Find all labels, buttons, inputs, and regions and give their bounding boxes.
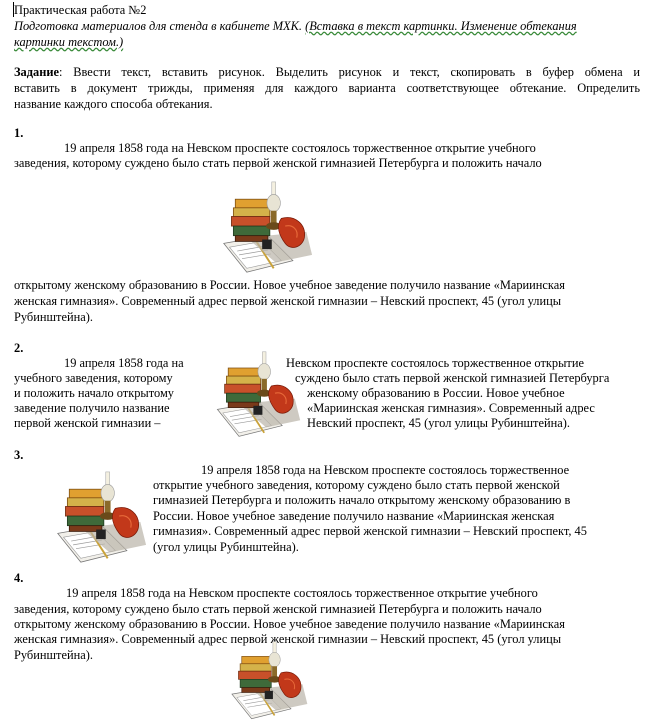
section-1-line-1: 19 апреля 1858 года на Невском проспекте состоялось торжественное открытие учебного (64, 141, 536, 155)
section-4-line-2: заведения, которому суждено было стать первой женской гимназией Петербурга и положить начало (14, 602, 542, 616)
task-line-3: название каждого способа обтекания. (14, 97, 213, 111)
section-1-line-2: заведения, которому суждено было стать первой женской гимназией Петербурга и положить начало (14, 156, 542, 170)
section-3-line-5: гимназия». Современный адрес первой женской гимназии – Невский проспект, 45 (153, 524, 587, 538)
books-lamp-image[interactable] (52, 470, 148, 566)
section-2-left-2: учебного заведения, которому (14, 371, 173, 385)
section-2-left-3: и положить начало открытому (14, 386, 175, 400)
subtitle-note-cont: картинки текстом.) (14, 35, 124, 49)
section-2-left-4: заведение получило название (14, 401, 170, 415)
section-1-line-5: Рубинштейна). (14, 310, 93, 324)
section-4-line-3: открытому женскому образованию в России. Новое учебное заведение получило название «Мариинская (14, 617, 565, 631)
books-lamp-image[interactable] (218, 640, 318, 722)
subtitle-line-2 (14, 34, 123, 50)
books-lamp-image[interactable] (212, 180, 320, 276)
subtitle-plain: Подготовка материалов для стенда в кабинете МХК. (14, 19, 306, 33)
section-4-number: 4. (14, 571, 24, 585)
subtitle-line-1 (14, 18, 577, 34)
page-title: Практическая работа №2 (14, 3, 147, 17)
section-3-line-3: гимназией Петербурга и положить начало открытому женскому образованию в (153, 493, 571, 507)
section-1-number: 1. (14, 126, 24, 140)
section-4-line-4: женская гимназия». Современный адрес первой женской гимназии – Невский проспект, 45 (угол улицы (14, 632, 562, 646)
task-label: Задание (14, 65, 59, 79)
section-2-right-2: суждено было стать первой женской гимназией Петербурга (295, 371, 610, 385)
section-3-line-4: России. Новое учебное заведение получило название «Мариинская женская (153, 509, 555, 523)
section-2-number: 2. (14, 341, 24, 355)
section-1-line-4: женская гимназия». Современный адрес первой женской гимназии – Невский проспект, 45 (угол улицы (14, 294, 562, 308)
subtitle-note: (Вставка в текст картинки. Изменение обтекания (305, 19, 577, 33)
section-3-number: 3. (14, 448, 24, 462)
section-3-line-1: 19 апреля 1858 года на Невском проспекте состоялось торжественное (201, 463, 570, 477)
section-3-line-6: (угол улицы Рубинштейна). (153, 540, 299, 554)
section-4-line-1: 19 апреля 1858 года на Невском проспекте состоялось торжественное открытие учебного (66, 586, 538, 600)
section-2-right-4: «Мариинская женская гимназия». Современный адрес (307, 401, 595, 415)
section-2-left-5: первой женской гимназии – (14, 416, 161, 430)
task-line-2: вставить в документ трижды, применяя для каждого варианта соответствующее обтекание. Определить (14, 81, 640, 95)
section-2-right-3: женскому образованию в России. Новое учебное (307, 386, 565, 400)
section-3-line-2: открытие учебного заведения, которому суждено было стать первой женской (153, 478, 560, 492)
section-1-line-3: открытому женскому образованию в России. Новое учебное заведение получило название «Мариинская (14, 278, 565, 292)
section-2-right-5: Невский проспект, 45 (угол улицы Рубинштейна). (307, 416, 570, 430)
task-line-1: Задание: Ввести текст, вставить рисунок. Выделить рисунок и текст, скопировать в буфер обмена и (14, 65, 640, 79)
section-4-line-5: Рубинштейна). (14, 648, 93, 662)
section-2-left-1: 19 апреля 1858 года на (64, 356, 184, 370)
section-2-right-1: Невском проспекте состоялось торжественное открытие (286, 356, 584, 370)
